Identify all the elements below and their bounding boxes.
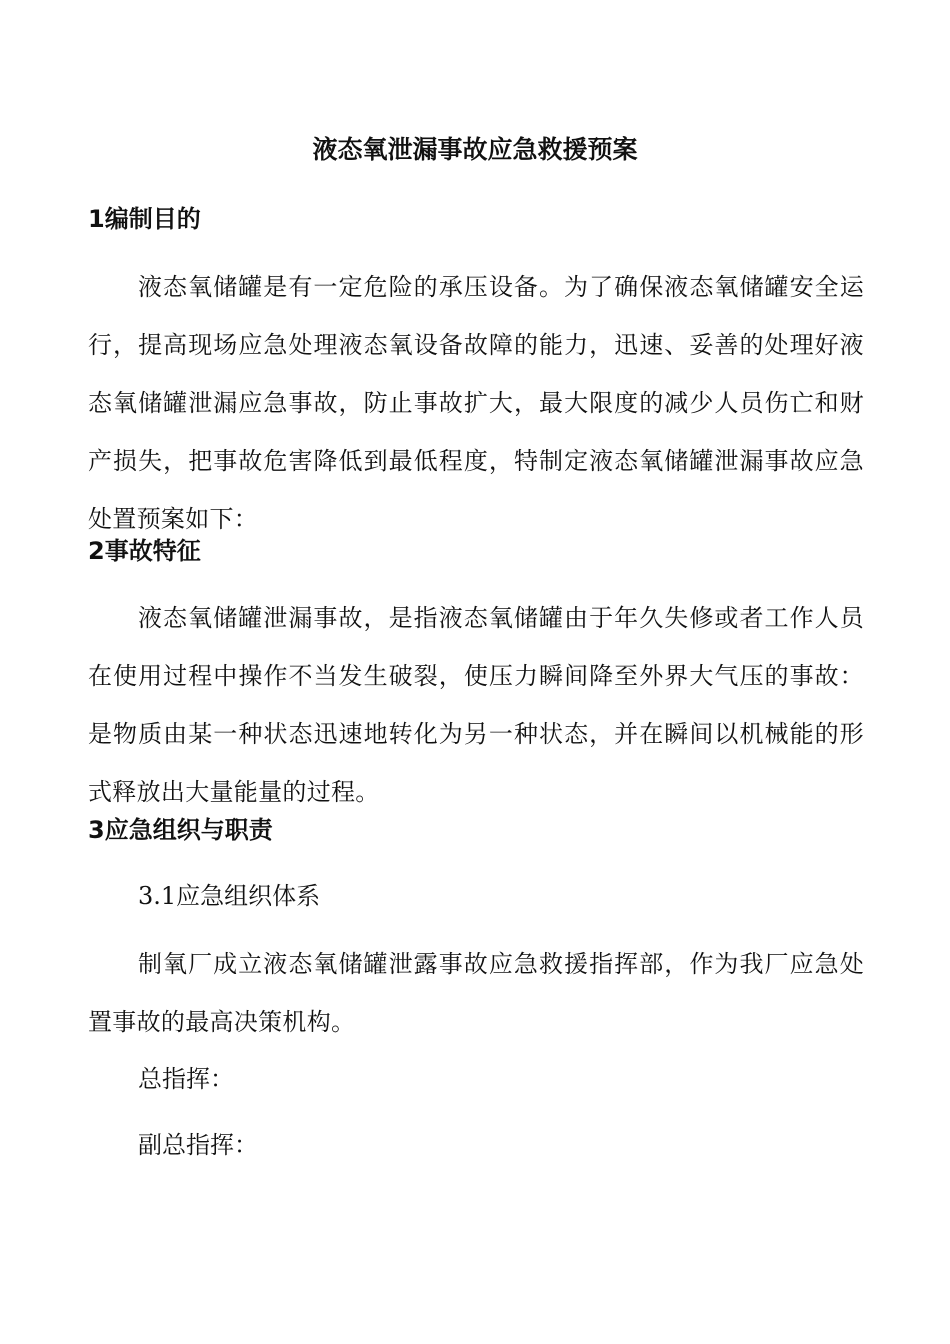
section-heading-features: 2事故特征 [88, 537, 201, 565]
section-paragraph-purpose: 液态氧储罐是有一定危险的承压设备。为了确保液态氧储罐安全运行，提高现场应急处理液态氧设备故障的能力，迅速、妥善的处理好液态氧储罐泄漏应急事故，防止事故扩大，最大限度的减少人员伤亡和财产损失，把事故危害降低到最低程度，特制定液态氧储罐泄漏事故应急处置预案如下： [88, 273, 864, 533]
document-title: 液态氧泄漏事故应急救援预案 [312, 135, 638, 164]
deputy-commander-label: 副总指挥： [138, 1131, 258, 1159]
section-heading-organization: 3应急组织与职责 [88, 816, 273, 844]
commander-label: 总指挥： [138, 1065, 234, 1093]
section-paragraph-organization: 制氧厂成立液态氧储罐泄露事故应急救援指挥部，作为我厂应急处置事故的最高决策机构。 [88, 950, 864, 1036]
section-paragraph-features: 液态氧储罐泄漏事故，是指液态氧储罐由于年久失修或者工作人员在使用过程中操作不当发生破裂，使压力瞬间降至外界大气压的事故：是物质由某一种状态迅速地转化为另一种状态，并在瞬间以机械能的形式释放出大量能量的过程。 [88, 604, 864, 806]
section-heading-purpose: 1编制目的 [88, 205, 201, 233]
subsection-heading-org-system: 3.1应急组织体系 [138, 882, 321, 910]
